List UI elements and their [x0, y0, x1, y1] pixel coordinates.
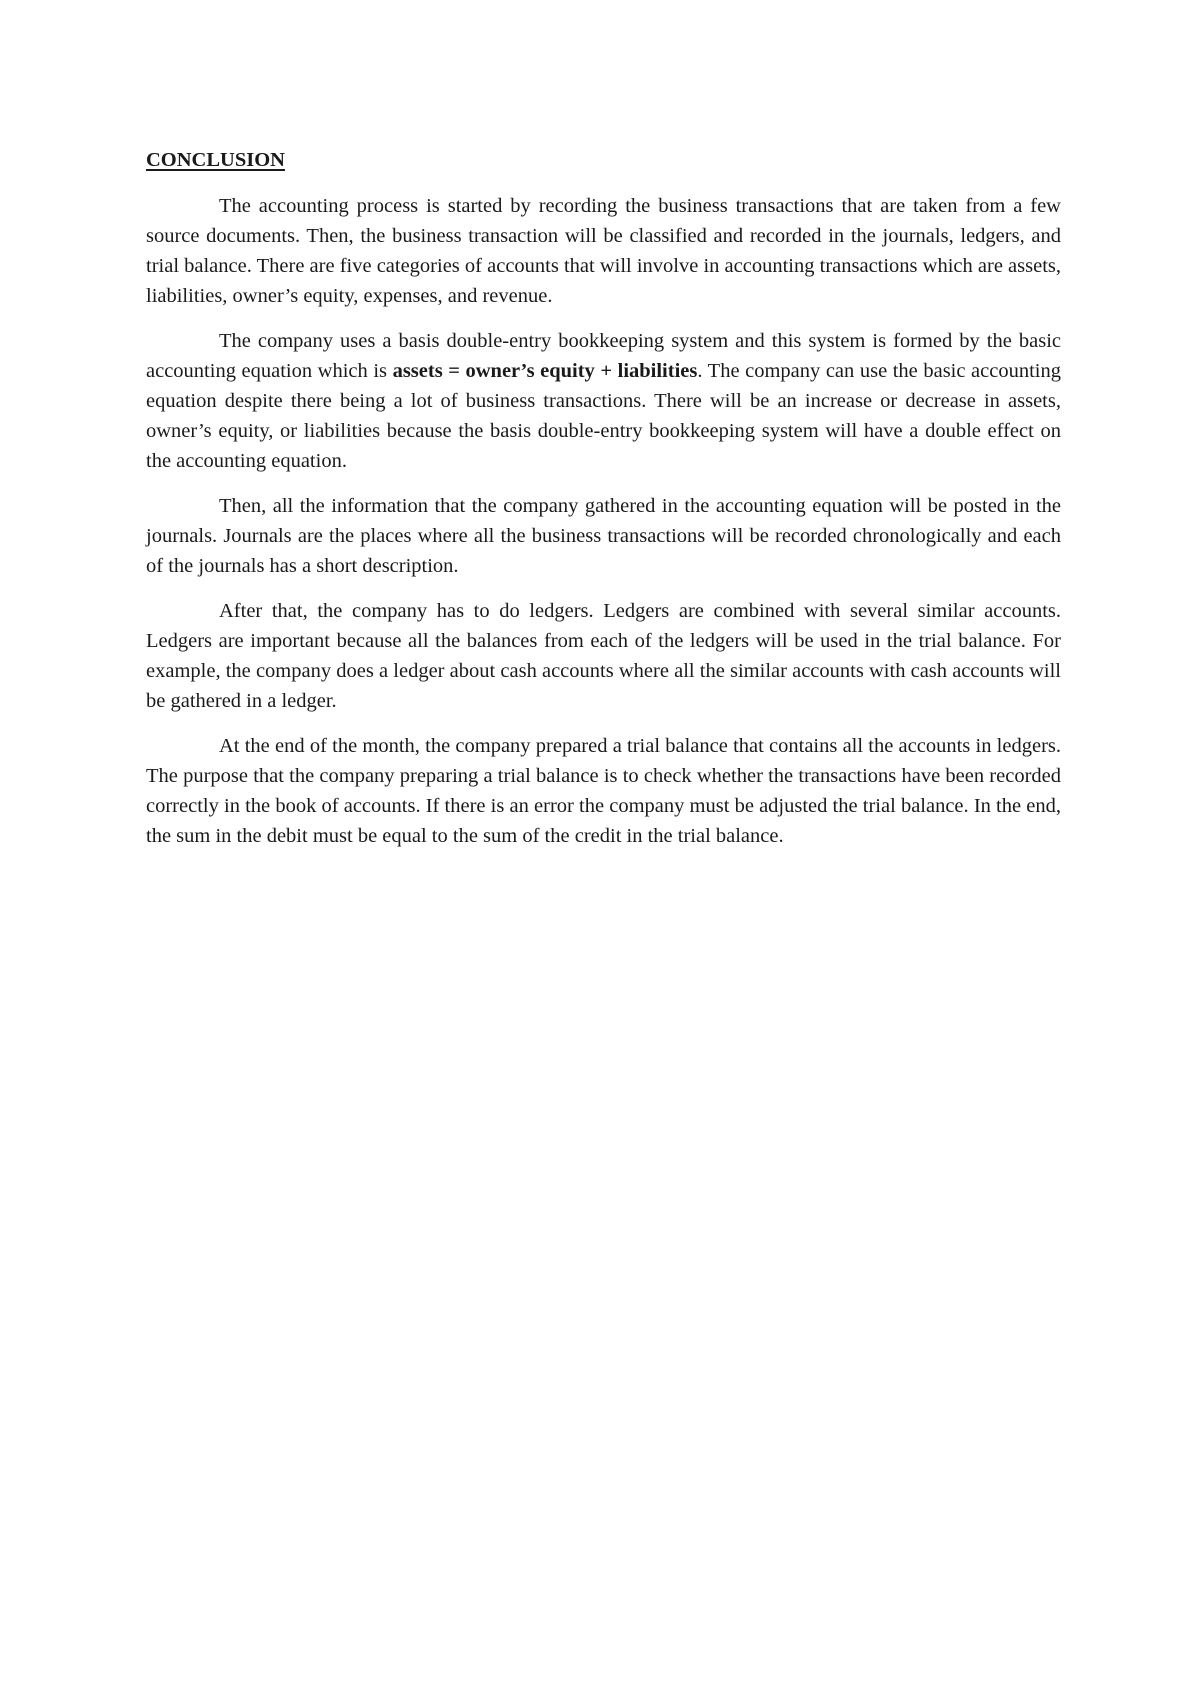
section-heading: CONCLUSION: [146, 149, 285, 171]
paragraph-accounting-process: The accounting process is started by recording the business transactions that are taken from a few source documents. Then, the business transaction will be classified and recorded in the journals, ledgers, and trial balance. There are five categories of accounts that will involve in accounting transactions which are assets, liabilities, owner’s equity, expenses, and revenue.: [146, 195, 1061, 307]
paragraph-journals: Then, all the information that the company gathered in the accounting equation will be posted in the journals. Journals are the places where all the business transactions will be recorded chronologically and each of the journals has a short description.: [146, 495, 1061, 577]
document-body: [146, 146, 1061, 851]
paragraph-trial-balance: At the end of the month, the company prepared a trial balance that contains all the accounts in ledgers. The purpose that the company preparing a trial balance is to check whether the transactions have been recorded correctly in the book of accounts. If there is an error the company must be adjusted the trial balance. In the end, the sum in the debit must be equal to the sum of the credit in the trial balance.: [146, 735, 1061, 847]
paragraph-double-entry: [146, 326, 1061, 476]
paragraph-ledgers: After that, the company has to do ledgers. Ledgers are combined with several similar accounts. Ledgers are important because all the balances from each of the ledgers will be used in the trial balance. For example, the company does a ledger about cash accounts where all the similar accounts with cash accounts will be gathered in a ledger.: [146, 600, 1061, 712]
paragraph-text: The company uses a basis double-entry bookkeeping system and this system is formed by the basic accounting equation which is: [146, 330, 1061, 382]
accounting-equation: assets = owner’s equity + liabilities: [392, 360, 698, 382]
paragraph-text: . The company can use the basic accounting equation despite there being a lot of business transactions. There will be an increase or decrease in assets, owner’s equity, or liabilities because the basis double-entry bookkeeping system will have a double effect on the accounting equation.: [146, 360, 1061, 472]
